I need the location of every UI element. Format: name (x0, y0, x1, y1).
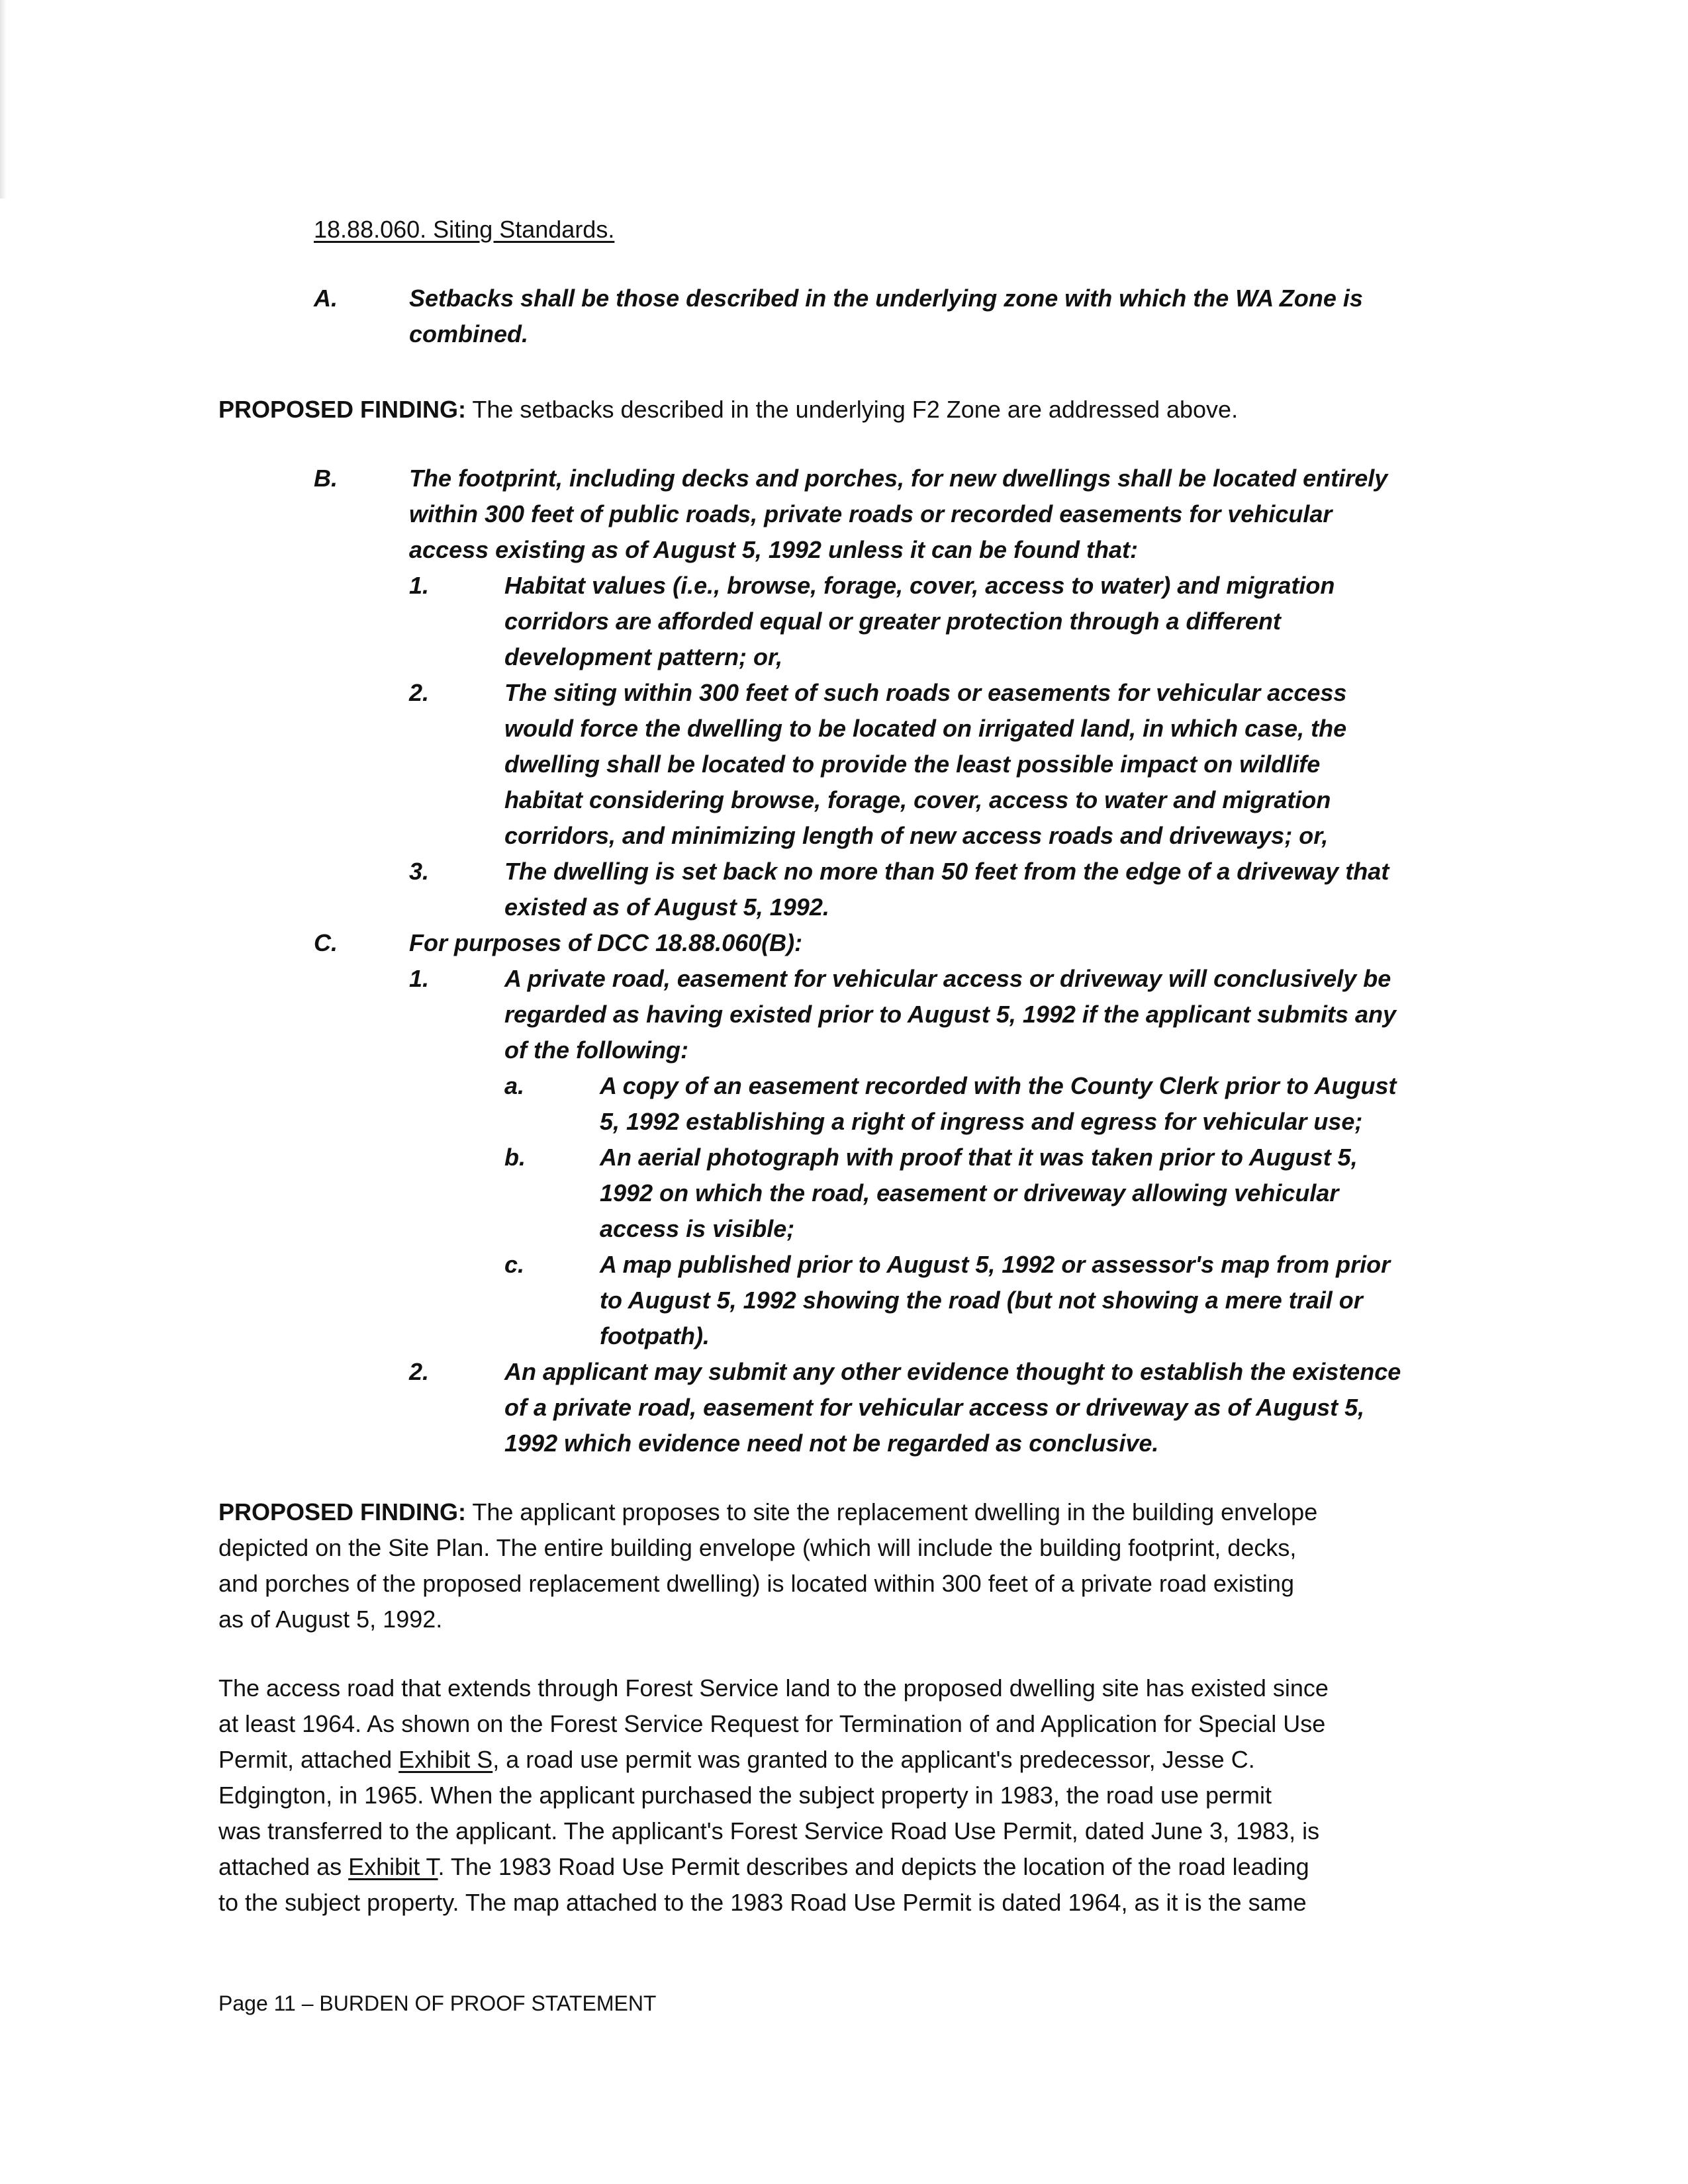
item-c-label: C. (314, 929, 338, 956)
exhibit-t-reference: Exhibit T (348, 1853, 438, 1880)
item-b1-line: corridors are afforded equal or greater protection through a different (504, 608, 1281, 635)
paragraph-line: Edgington, in 1965. When the applicant purchased the subject property in 1983, the road use permit (218, 1782, 1272, 1809)
page-footer: Page 11 – BURDEN OF PROOF STATEMENT (218, 1991, 657, 2015)
finding-label: PROPOSED FINDING: (218, 1498, 467, 1525)
item-b2-number: 2. (409, 679, 430, 706)
item-c1-line: A private road, easement for vehicular access or driveway will conclusively be (504, 965, 1391, 992)
item-c1c-line: footpath). (600, 1322, 710, 1349)
finding-line: and porches of the proposed replacement dwelling) is located within 300 feet of a private road existing (218, 1570, 1294, 1597)
paragraph-line: The access road that extends through Forest Service land to the proposed dwelling site has existed since (218, 1674, 1329, 1702)
item-c2-line: An applicant may submit any other evidence thought to establish the existence (504, 1358, 1401, 1385)
item-c1b-line: 1992 on which the road, easement or driveway allowing vehicular (600, 1179, 1339, 1206)
item-a-line: Setbacks shall be those described in the underlying zone with which the WA Zone is (409, 285, 1363, 312)
item-b3-number: 3. (409, 858, 430, 885)
item-b1-number: 1. (409, 572, 430, 599)
item-c1-number: 1. (409, 965, 430, 992)
item-c1c-line: A map published prior to August 5, 1992 or assessor's map from prior (600, 1251, 1391, 1278)
item-b1-line: development pattern; or, (504, 643, 783, 670)
proposed-finding-1 (218, 392, 1238, 428)
scan-edge (0, 0, 7, 199)
item-b2-line: The siting within 300 feet of such roads or easements for vehicular access (504, 679, 1347, 706)
paragraph-text: . The 1983 Road Use Permit describes and depicts the location of the road leading (438, 1853, 1309, 1880)
paragraph-text: , a road use permit was granted to the applicant's predecessor, Jesse C. (492, 1746, 1255, 1773)
item-b2-line: dwelling shall be located to provide the least possible impact on wildlife (504, 751, 1321, 778)
item-b-line: within 300 feet of public roads, private roads or recorded easements for vehicular (409, 500, 1333, 527)
paragraph-text: attached as (218, 1853, 349, 1880)
item-b1-line: Habitat values (i.e., browse, forage, cover, access to water) and migration (504, 572, 1335, 599)
finding-label: PROPOSED FINDING: (218, 396, 467, 423)
item-b-line: The footprint, including decks and porches, for new dwellings shall be located entirely (409, 465, 1388, 492)
item-c2-number: 2. (409, 1358, 430, 1385)
item-b2-line: habitat considering browse, forage, cover, access to water and migration (504, 786, 1331, 813)
item-c1a-letter: a. (504, 1072, 525, 1099)
item-c1c-letter: c. (504, 1251, 525, 1278)
proposed-finding-2 (218, 1494, 1317, 1530)
item-b2-line: corridors, and minimizing length of new access roads and driveways; or, (504, 822, 1329, 849)
item-b2-line: would force the dwelling to be located on irrigated land, in which case, the (504, 715, 1347, 742)
item-c-line: For purposes of DCC 18.88.060(B): (409, 929, 803, 956)
item-c1a-line: 5, 1992 establishing a right of ingress and egress for vehicular use; (600, 1108, 1363, 1135)
exhibit-s-reference: Exhibit S (399, 1746, 493, 1773)
paragraph-line (218, 1849, 1309, 1885)
item-c1b-line: access is visible; (600, 1215, 795, 1242)
item-c1a-line: A copy of an easement recorded with the County Clerk prior to August (600, 1072, 1397, 1099)
item-c1b-letter: b. (504, 1144, 526, 1171)
finding-line: depicted on the Site Plan. The entire building envelope (which will include the building footprint, decks, (218, 1534, 1297, 1561)
item-b-label: B. (314, 465, 338, 492)
item-b-line: access existing as of August 5, 1992 unless it can be found that: (409, 536, 1138, 563)
paragraph-line: at least 1964. As shown on the Forest Service Request for Termination of and Application for Special Use (218, 1710, 1326, 1737)
item-b3-line: existed as of August 5, 1992. (504, 893, 829, 921)
paragraph-line: to the subject property. The map attached to the 1983 Road Use Permit is dated 1964, as it is the same (218, 1889, 1307, 1916)
item-c2-line: of a private road, easement for vehicular access or driveway as of August 5, (504, 1394, 1365, 1421)
paragraph-line: was transferred to the applicant. The applicant's Forest Service Road Use Permit, dated June 3, 1983, is (218, 1817, 1320, 1844)
item-a-line: combined. (409, 320, 529, 347)
item-c2-line: 1992 which evidence need not be regarded as conclusive. (504, 1430, 1159, 1457)
item-c1c-line: to August 5, 1992 showing the road (but not showing a mere trail or (600, 1287, 1363, 1314)
section-heading: 18.88.060. Siting Standards. (314, 216, 615, 243)
item-a-label: A. (314, 285, 338, 312)
item-c1-line: of the following: (504, 1036, 688, 1064)
finding-text: The applicant proposes to site the replacement dwelling in the building envelope (472, 1498, 1318, 1525)
finding-text: The setbacks described in the underlying F2 Zone are addressed above. (472, 396, 1239, 423)
item-c1b-line: An aerial photograph with proof that it was taken prior to August 5, (600, 1144, 1358, 1171)
item-b3-line: The dwelling is set back no more than 50 feet from the edge of a driveway that (504, 858, 1389, 885)
finding-line: as of August 5, 1992. (218, 1606, 443, 1633)
paragraph-line (218, 1742, 1255, 1778)
item-c1-line: regarded as having existed prior to August 5, 1992 if the applicant submits any (504, 1001, 1397, 1028)
paragraph-text: Permit, attached (218, 1746, 399, 1773)
